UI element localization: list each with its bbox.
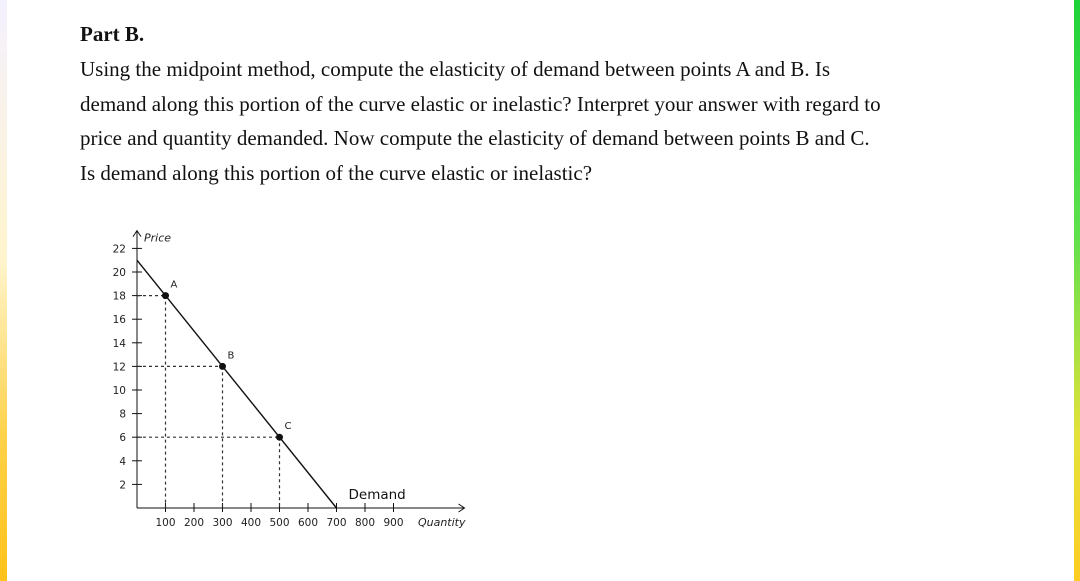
x-tick-label: 900 — [383, 517, 404, 529]
y-tick-label: 18 — [112, 290, 126, 303]
point-c — [276, 434, 283, 441]
point-label-a: A — [170, 279, 178, 291]
question-heading: Part B. — [80, 22, 145, 46]
x-axis-label: Quantity — [417, 516, 466, 529]
x-tick-label: 400 — [240, 517, 262, 529]
y-tick-label: 14 — [112, 337, 126, 350]
demand-label: Demand — [348, 487, 406, 503]
x-tick-label: 200 — [183, 517, 205, 529]
right-edge-gradient — [1074, 0, 1080, 581]
y-axis-label: Price — [144, 231, 172, 245]
point-label-c: C — [284, 421, 292, 433]
y-tick-label: 2 — [119, 479, 126, 492]
demand-chart — [100, 222, 480, 547]
y-tick-label: 10 — [112, 385, 126, 397]
x-tick-label: 300 — [212, 517, 233, 529]
x-tick-label: 700 — [326, 517, 347, 529]
point-a — [162, 292, 169, 299]
x-tick-label: 800 — [354, 517, 376, 529]
point-label-b: B — [227, 350, 235, 362]
y-tick-label: 22 — [112, 243, 126, 256]
y-tick-label: 16 — [112, 314, 126, 327]
question-text — [80, 52, 1040, 190]
y-tick-label: 20 — [112, 267, 126, 279]
demand-chart-svg — [100, 222, 480, 542]
y-tick-label: 4 — [119, 455, 126, 468]
question-block — [80, 18, 1040, 190]
x-tick-label: 500 — [269, 517, 290, 529]
question-line-3: price and quantity demanded. Now compute the elasticity of demand between points B and C. — [80, 126, 870, 150]
y-tick-label: 8 — [119, 408, 126, 421]
x-tick-label: 100 — [155, 517, 176, 529]
x-tick-label: 600 — [297, 517, 319, 529]
point-b — [219, 363, 226, 370]
question-line-2: demand along this portion of the curve elastic or inelastic? Interpret your answer with regard to — [80, 91, 881, 116]
question-line-1: Using the midpoint method, compute the elasticity of demand between points A and B. Is — [80, 57, 831, 81]
left-edge-gradient — [0, 0, 7, 581]
y-tick-label: 6 — [119, 432, 126, 445]
y-tick-label: 12 — [112, 361, 126, 374]
question-line-4: Is demand along this portion of the curve elastic or inelastic? — [80, 160, 593, 185]
